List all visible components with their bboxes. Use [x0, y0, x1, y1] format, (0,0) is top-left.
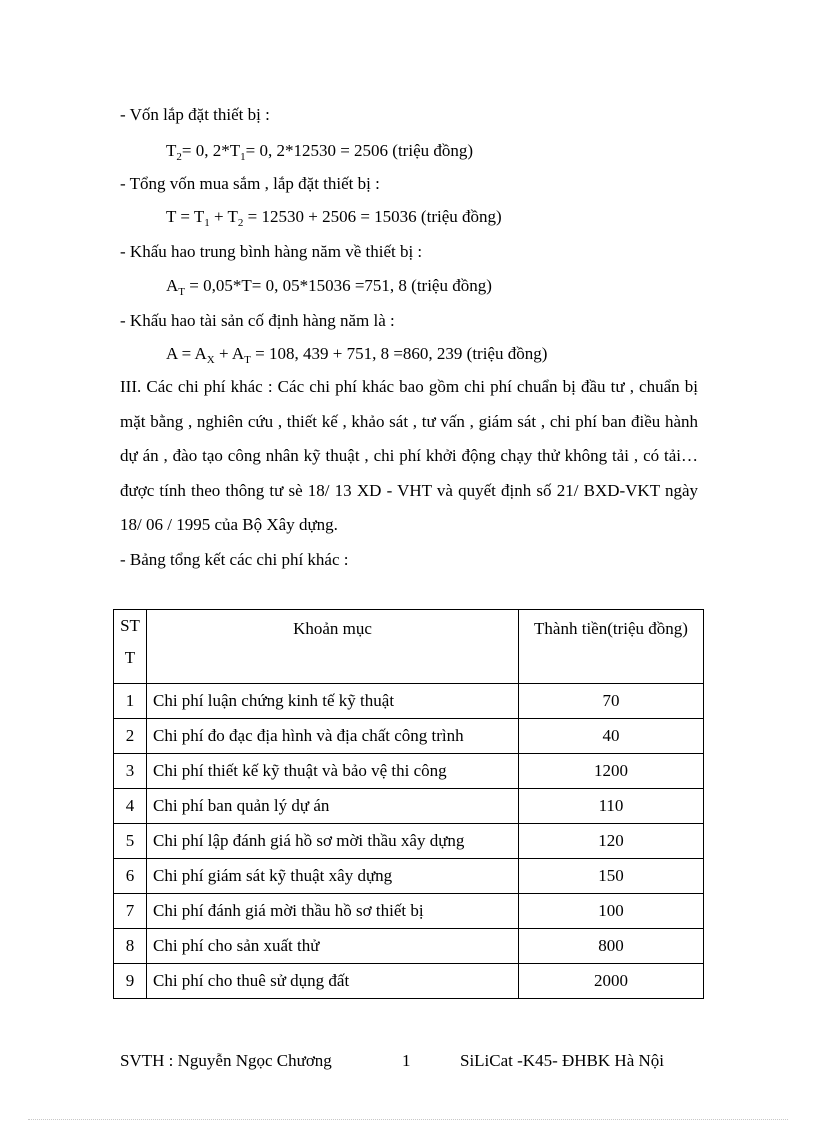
- formula-part: + A: [214, 344, 245, 363]
- text-line-khau-hao-tai-san: - Khấu hao tài sản cố định hàng năm là :: [120, 311, 395, 330]
- header-item: Khoản mục: [147, 610, 519, 684]
- formula-khau-hao-thiet-bi: [166, 275, 492, 297]
- header-stt-line1: ST: [120, 616, 140, 635]
- row-stt: 8: [114, 929, 147, 964]
- formula-tong-von: [166, 206, 502, 228]
- table-row: [114, 894, 704, 929]
- row-item: Chi phí giám sát kỹ thuật xây dựng: [147, 859, 519, 894]
- table-row: [114, 684, 704, 719]
- formula-part: = 0, 2*12530 = 2506 (triệu đồng): [245, 141, 474, 160]
- row-stt: 4: [114, 789, 147, 824]
- header-stt: [114, 610, 147, 684]
- formula-khau-hao-tai-san: [166, 343, 547, 365]
- page-bottom-dotted-border: [28, 1119, 788, 1120]
- text-line-tong-von: - Tổng vốn mua sắm , lắp đặt thiết bị :: [120, 174, 380, 193]
- row-value: 40: [519, 719, 704, 754]
- row-value: 2000: [519, 964, 704, 999]
- row-item: Chi phí luận chứng kinh tế kỹ thuật: [147, 684, 519, 719]
- table-row: [114, 824, 704, 859]
- text-line-khau-hao-thiet-bi: - Khấu hao trung bình hàng năm về thiết bị :: [120, 242, 423, 261]
- row-stt: 2: [114, 719, 147, 754]
- row-value: 100: [519, 894, 704, 929]
- footer-author: SVTH : Nguyễn Ngọc Chương: [120, 1051, 332, 1070]
- formula-subscript: X: [206, 354, 215, 366]
- row-stt: 5: [114, 824, 147, 859]
- row-stt: 3: [114, 754, 147, 789]
- formula-part: = 0, 2*T: [181, 141, 241, 160]
- row-stt: 6: [114, 859, 147, 894]
- formula-part: A = A: [166, 344, 207, 363]
- formula-subscript: T: [244, 354, 251, 366]
- footer-class: SiLiCat -K45- ĐHBK Hà Nội: [460, 1051, 664, 1070]
- row-value: 110: [519, 789, 704, 824]
- row-stt: 9: [114, 964, 147, 999]
- header-value: Thành tiền(triệu đồng): [519, 610, 704, 684]
- row-item: Chi phí đánh giá mời thầu hồ sơ thiết bị: [147, 894, 519, 929]
- row-value: 1200: [519, 754, 704, 789]
- row-item: Chi phí cho thuê sử dụng đất: [147, 964, 519, 999]
- header-stt-line2: T: [124, 648, 136, 667]
- cost-summary-table: [113, 609, 704, 999]
- row-value: 120: [519, 824, 704, 859]
- formula-part: A: [166, 276, 179, 295]
- row-item: Chi phí thiết kế kỹ thuật và bảo vệ thi công: [147, 754, 519, 789]
- formula-subscript: T: [178, 286, 186, 298]
- row-item: Chi phí lập đánh giá hồ sơ mời thầu xây dựng: [147, 824, 519, 859]
- row-item: Chi phí đo đạc địa hình và địa chất công trình: [147, 719, 519, 754]
- formula-subscript: 2: [176, 151, 182, 163]
- footer-page-number: 1: [402, 1051, 411, 1070]
- formula-part: T: [166, 141, 177, 160]
- table-row: [114, 859, 704, 894]
- table-row: [114, 719, 704, 754]
- row-value: 800: [519, 929, 704, 964]
- row-value: 150: [519, 859, 704, 894]
- formula-part: = 12530 + 2506 = 15036 (triệu đồng): [243, 207, 502, 226]
- formula-subscript: 1: [240, 151, 246, 163]
- formula-part: = 108, 439 + 751, 8 =860, 239 (triệu đồng): [250, 344, 548, 363]
- table-intro: - Bảng tổng kết các chi phí khác :: [120, 550, 349, 569]
- section-iii-paragraph: III. Các chi phí khác : Các chi phí khác bao gồm chi phí chuẩn bị đầu tư , chuẩn bị mặt bằng , nghiên cứu , thiết kế , khảo sát , tư vấn , giám sát , chi phí ban điều hành dự án , đào tạo công nhân kỹ thuật , chi phí khởi động chạy thử không tải , có tải…được tính theo thông tư sè 18/ 13 XD - VHT và quyết định số 21/ BXD-VKT ngày 18/ 06 / 1995 của Bộ Xây dựng.: [120, 377, 698, 534]
- row-value: 70: [519, 684, 704, 719]
- formula-von-lap-dat: [166, 140, 473, 162]
- text-line-von-lap-dat: - Vốn lắp đặt thiết bị :: [120, 105, 270, 124]
- row-stt: 1: [114, 684, 147, 719]
- formula-subscript: 1: [204, 217, 210, 229]
- table-row: [114, 754, 704, 789]
- formula-part: + T: [209, 207, 238, 226]
- formula-part: = 0,05*T= 0, 05*15036 =751, 8 (triệu đồng): [185, 276, 492, 295]
- table-row: [114, 789, 704, 824]
- formula-subscript: 2: [237, 217, 244, 229]
- formula-part: T = T: [166, 207, 205, 226]
- table-row: [114, 929, 704, 964]
- row-item: Chi phí cho sản xuất thử: [147, 929, 519, 964]
- row-item: Chi phí ban quản lý dự án: [147, 789, 519, 824]
- table-row: [114, 964, 704, 999]
- row-stt: 7: [114, 894, 147, 929]
- table-header-row: [114, 610, 704, 684]
